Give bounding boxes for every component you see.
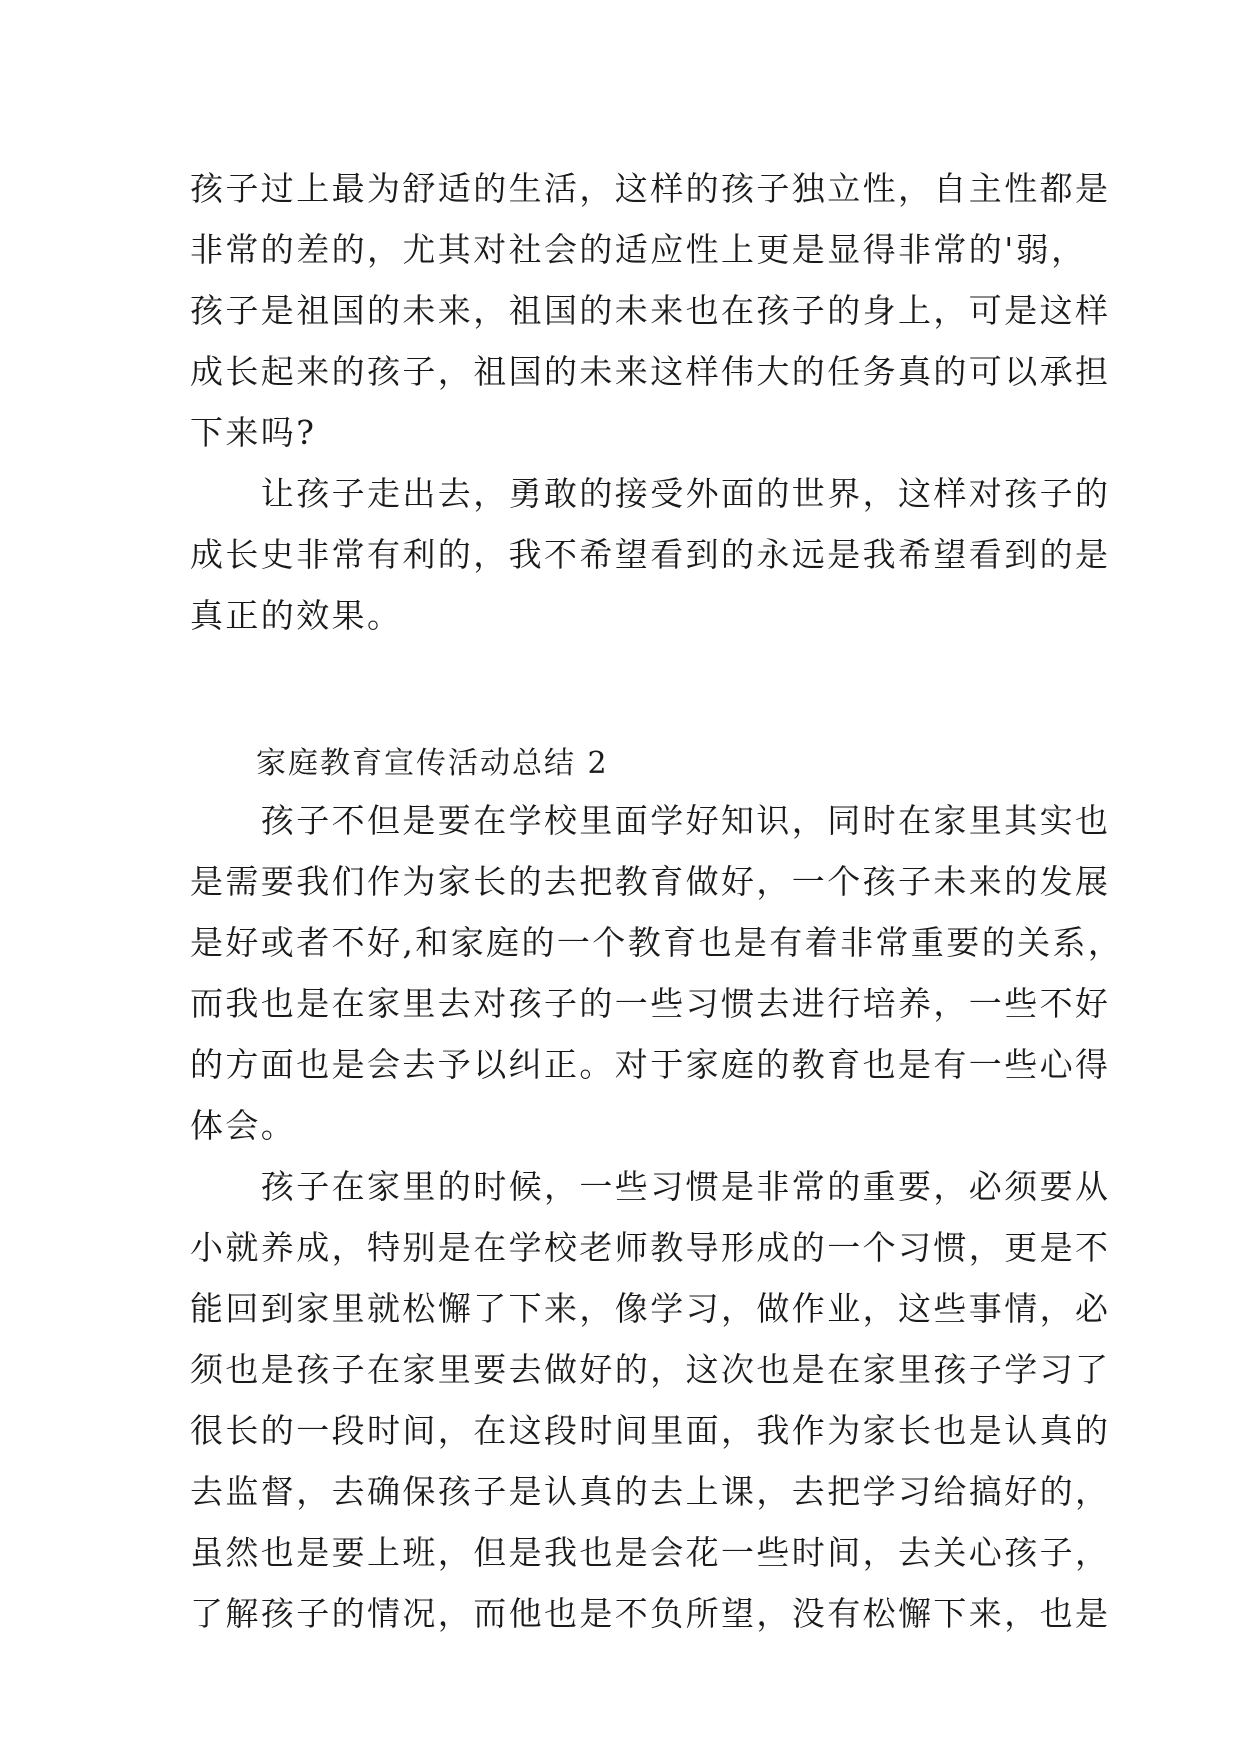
text-line: 很长的一段时间，在这段时间里面，我作为家长也是认真的: [190, 1411, 1111, 1450]
text-line: 孩子不但是要在学校里面学好知识，同时在家里其实也: [190, 801, 1111, 840]
text-line: 孩子是祖国的未来，祖国的未来也在孩子的身上，可是这样: [190, 291, 1111, 330]
text-line: 孩子过上最为舒适的生活，这样的孩子独立性，自主性都是: [190, 169, 1111, 208]
text-line: 成长起来的孩子，祖国的未来这样伟大的任务真的可以承担: [190, 352, 1111, 391]
section-spacer: [190, 646, 1052, 738]
text-line: 去监督，去确保孩子是认真的去上课，去把学习给搞好的，: [190, 1472, 1111, 1511]
text-line: 下来吗?: [190, 413, 317, 452]
section-heading: 家庭教育宣传活动总结 2: [256, 746, 609, 781]
text-line: 孩子在家里的时候，一些习惯是非常的重要，必须要从: [190, 1167, 1111, 1206]
text-line: 成长史非常有利的，我不希望看到的永远是我希望看到的是: [190, 535, 1111, 574]
text-line: 而我也是在家里去对孩子的一些习惯去进行培养，一些不好: [190, 984, 1111, 1023]
text-line: 能回到家里就松懈了下来，像学习，做作业，这些事情，必: [190, 1289, 1111, 1328]
document-body: [190, 158, 1124, 1644]
text-line: 虽然也是要上班，但是我也是会花一些时间，去关心孩子，: [190, 1533, 1111, 1572]
text-line: 让孩子走出去，勇敢的接受外面的世界，这样对孩子的: [190, 474, 1111, 513]
text-line: 体会。: [190, 1106, 297, 1145]
text-line: 非常的差的，尤其对社会的适应性上更是显得非常的'弱，: [190, 230, 1087, 269]
text-line: 的方面也是会去予以纠正。对于家庭的教育也是有一些心得: [190, 1045, 1111, 1084]
text-line: 是好或者不好,和家庭的一个教育也是有着非常重要的关系，: [190, 923, 1124, 962]
text-line: 是需要我们作为家长的去把教育做好，一个孩子未来的发展: [190, 862, 1111, 901]
text-line: 须也是孩子在家里要去做好的，这次也是在家里孩子学习了: [190, 1350, 1111, 1389]
text-line: 真正的效果。: [190, 596, 403, 635]
text-line: 小就养成，特别是在学校老师教导形成的一个习惯，更是不: [190, 1228, 1111, 1267]
text-line: 了解孩子的情况，而他也是不负所望，没有松懈下来，也是: [190, 1594, 1111, 1633]
